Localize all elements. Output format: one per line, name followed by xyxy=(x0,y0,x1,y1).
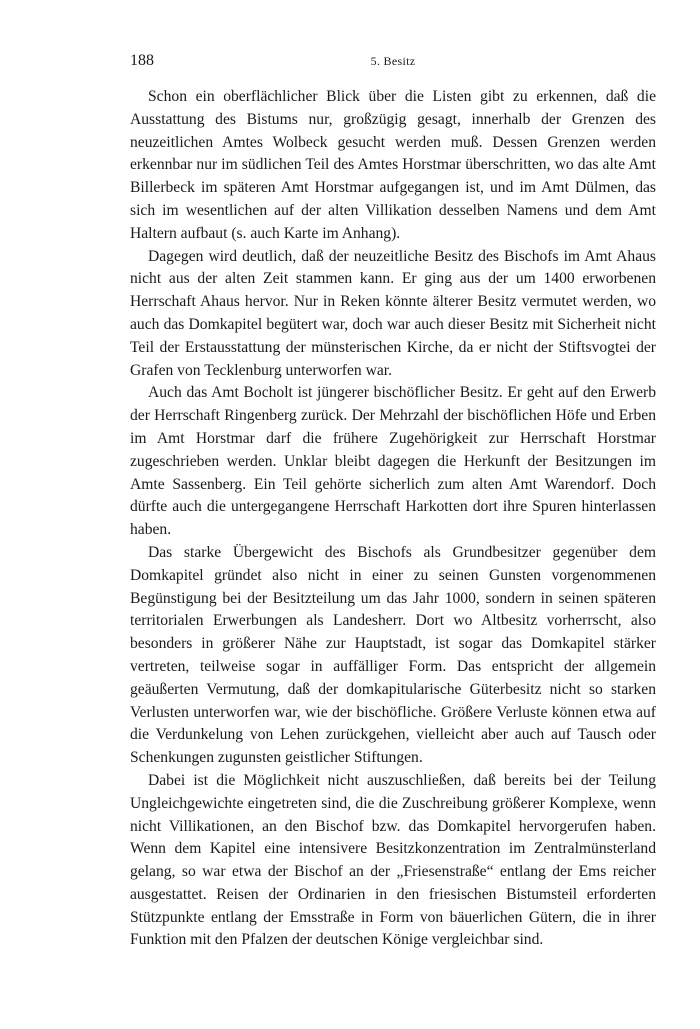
paragraph: Dabei ist die Möglichkeit nicht auszuschließen, daß bereits bei der Teilung Ungleichgewichte eingetreten sind, die die Zuschreibung größerer Komplexe, wenn nicht Villikationen, an den Bischof bzw. das Domkapitel hervorgerufen haben. Wenn dem Kapitel eine intensivere Besitzkonzentration im Zentralmünsterland gelang, so war etwa der Bischof an der „Friesenstraße“ entlang der Ems reicher ausgestattet. Reisen der Ordinarien in den friesischen Bistumsteil erforderten Stützpunkte entlang der Emsstraße in Form von bäuerlichen Gütern, die in ihrer Funktion mit den Pfalzen der deutschen Könige vergleichbar sind. xyxy=(130,771,656,949)
running-head xyxy=(130,52,656,76)
body-text xyxy=(130,86,656,952)
book-page xyxy=(130,52,656,952)
paragraph: Dagegen wird deutlich, daß der neuzeitliche Besitz des Bischofs im Amt Ahaus nicht aus der alten Zeit stammen kann. Er ging aus der um 1400 erworbenen Herrschaft Ahaus hervor. Nur in Reken könnte älterer Besitz vermutet werden, wo auch das Domkapitel begütert war, doch war auch dieser Besitz mit Sicherheit nicht Teil der Erstausstattung der münsterischen Kirche, da er nicht der Stiftsvogtei der Grafen von Tecklenburg unterworfen war. xyxy=(130,247,656,379)
paragraph: Das starke Übergewicht des Bischofs als Grundbesitzer gegenüber dem Domkapitel gründet also nicht in einer zu seinen Gunsten vorgenommenen Begünstigung bei der Besitzteilung um das Jahr 1000, sondern in seinen späteren territorialen Erwerbungen als Landesherr. Dort wo Altbesitz vorherrscht, also besonders in größerer Nähe zur Hauptstadt, ist sogar das Domkapitel stärker vertreten, teilweise sogar in auffälliger Form. Das entspricht der allgemein geäußerten Vermutung, daß der domkapitularische Güterbesitz nicht so starken Verlusten unterworfen war, wie der bischöfliche. Größere Verluste können etwa auf die Verdunkelung von Lehen zurückgehen, vielleicht aber auch auf Tausch oder Schenkungen zugunsten geistlicher Stiftungen. xyxy=(130,543,656,767)
paragraph: Auch das Amt Bocholt ist jüngerer bischöflicher Besitz. Er geht auf den Erwerb der Herrschaft Ringenberg zurück. Der Mehrzahl der bischöflichen Höfe und Erben im Amt Horstmar darf die frühere Zugehörigkeit zur Herrschaft Horstmar zugeschrieben werden. Unklar bleibt dagegen die Herkunft der Besitzungen im Amte Sassenberg. Ein Teil gehörte sicherlich zum alten Amt Warendorf. Doch dürfte auch die untergegangene Herrschaft Harkotten dort ihre Spuren hinterlassen haben. xyxy=(130,384,656,539)
section-title: 5. Besitz xyxy=(370,54,416,68)
paragraph: Schon ein oberflächlicher Blick über die Listen gibt zu erkennen, daß die Ausstattung des Bistums nur, großzügig gesagt, innerhalb der Grenzen des neuzeitlichen Amtes Wolbeck gesucht werden muß. Dessen Grenzen werden erkennbar nur im südlichen Teil des Amtes Horstmar überschritten, wo das alte Amt Billerbeck im späteren Amt Horstmar aufgegangen ist, und im Amt Dülmen, das sich im wesentlichen auf der alten Villikation desselben Namens und dem Amt Haltern aufbaut (s. auch Karte im Anhang). xyxy=(130,88,656,242)
page-number: 188 xyxy=(130,52,154,69)
